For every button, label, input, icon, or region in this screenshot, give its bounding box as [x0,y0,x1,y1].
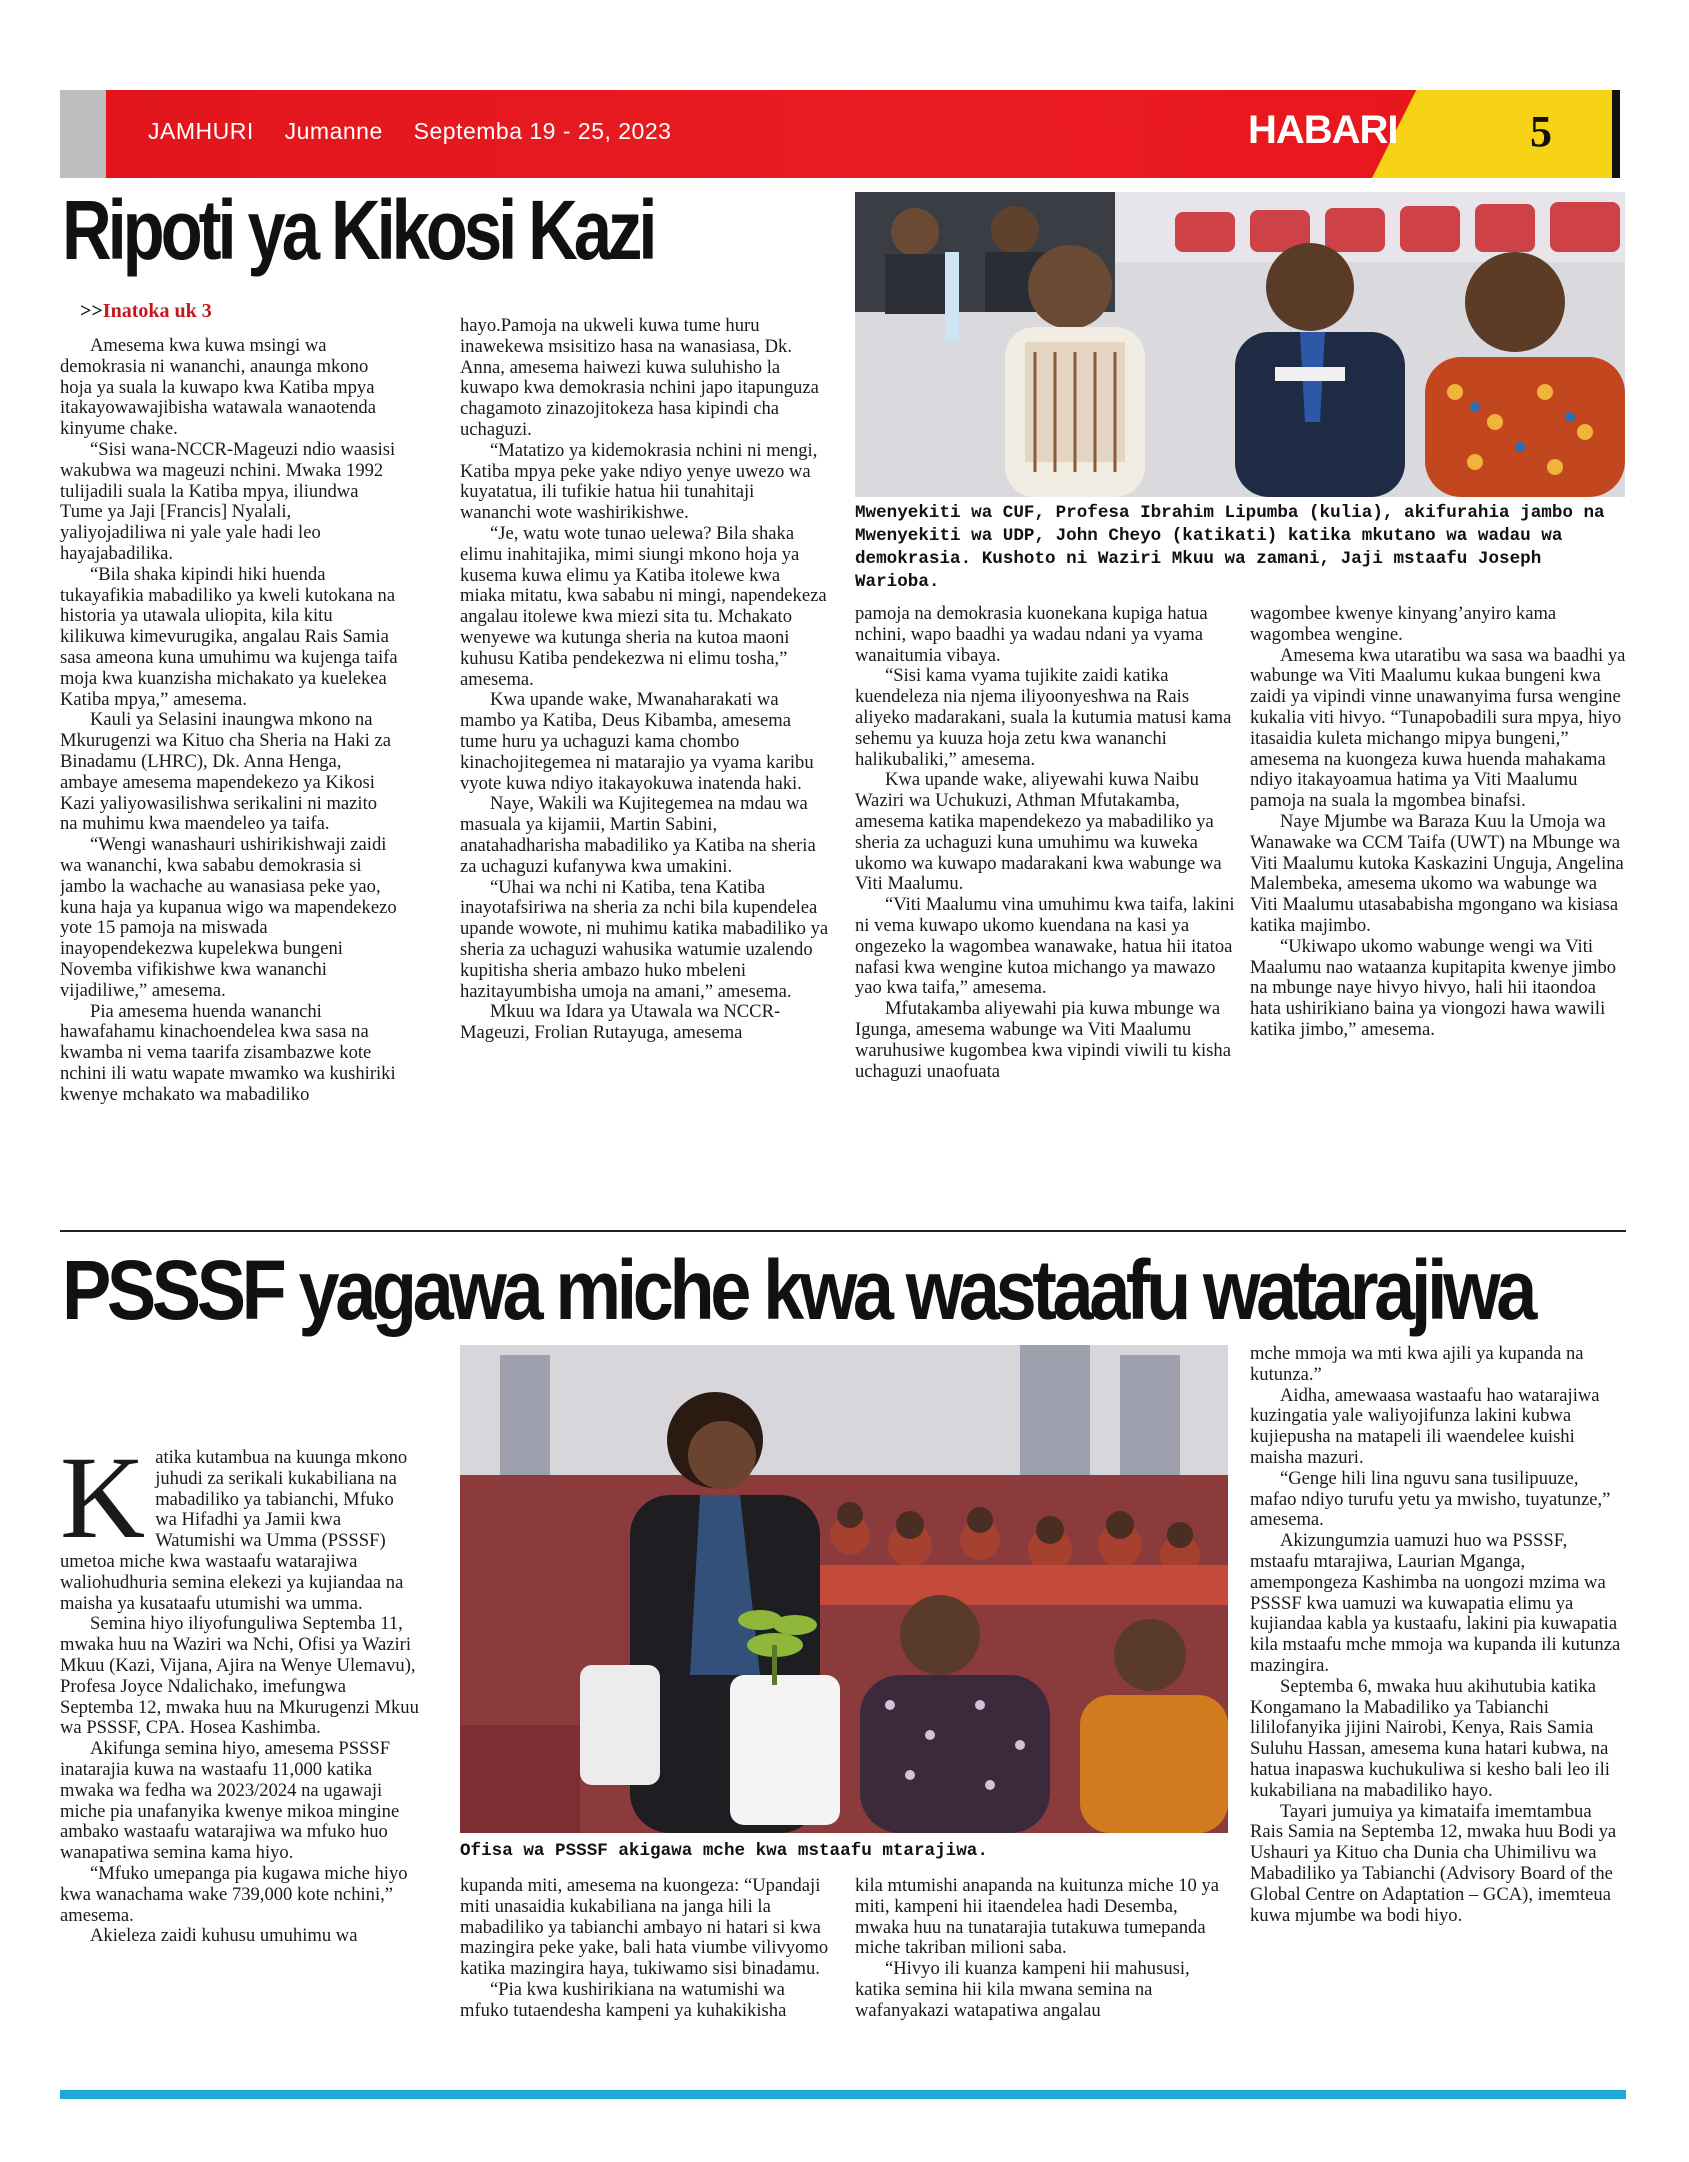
story2-column-4 [1250,1344,1626,2080]
paragraph: Naye, Wakili wa Kujitegemea na mdau wa masuala ya kijamii, Martin Sabini, anatahadharisha mabadiliko ya Katiba na sheria za uchaguzi kufanywa kwa umakini. [460,793,816,877]
paper-name: JAMHURI [148,118,254,144]
paragraph: Naye Mjumbe wa Baraza Kuu la Umoja wa Wanawake wa CCM Taifa (UWT) na Mbunge wa Viti Maalumu kutoka Kaskazini Unguja, Angelina Malembeka, amesema ukomo wa wabunge wa Viti Maalumu utasababisha mgongano wa kisiasa katika majimbo. [1250,810,1624,936]
paragraph: “Viti Maalumu vina umuhimu kwa taifa, lakini ni vema kuwapo ukomo kuendana na kasi ya ongezeko la wagombea wanawake, hatua hii itatoa nafasi kwa wengine kutoa michango ya mawazo yao kwa taifa,” amesema. [855,894,1235,999]
paragraph: “Mfuko umepanga pia kugawa miche hiyo kwa wanachama wake 739,000 kote nchini,” amesema. [60,1862,408,1926]
paragraph: Akieleza zaidi kuhusu umuhimu wa [90,1925,358,1947]
story1-column-1 [60,336,398,1190]
paragraph: Tayari jumuiya ya kimataifa imemtambua Rais Samia na Septemba 12, mwaka huu Bodi ya Ushauri ya Kituo cha Dunia cha Uhimilivu wa Mabadiliko ya Tabianchi (Advisory Board of the Global Centre on Adaptation – GCA), imemteua kuwa mjumbe wa bodi hiyo. [1250,1800,1617,1926]
story2-column-3 [855,1876,1228,2080]
issue-dates: Septemba 19 - 25, 2023 [413,118,672,144]
story2-photo [460,1345,1228,1833]
paragraph: pamoja na demokrasia kuonekana kupiga hatua nchini, wapo baadhi ya wadau ndani ya vyama wanaitumia vibaya. [855,604,1208,666]
story1-headline: Ripoti ya Kikosi Kazi [62,183,654,277]
story1-column-2 [460,316,830,1190]
paragraph: “Hivyo ili kuanza kampeni hii mahususi, katika semina hii kila mwana semina na wafanyakazi watapatiwa angalau [855,1958,1190,2021]
paragraph: “Uhai wa nchi ni Katiba, tena Katiba inayotafsiriwa na sheria za nchi bila kupendelea upande wowote, ni muhimu katika mabadiliko ya sheria za uchaguzi wahusika watumie uzalendo kupitisha sheria ambazo huko mbeleni hazitayumbisha umoja na amani,” amesema. [460,876,829,1002]
paragraph: Septemba 6, mwaka huu akihutubia katika Kongamano la Mabadiliko ya Tabianchi lililofanyika jijini Nairobi, Kenya, Rais Samia Suluhu Hassan, amesema kuna hatari kubwa, na hatua inapaswa kuchukuliwa si kesho bali leo ili kukabiliana na mabadiliko hayo. [1250,1675,1610,1801]
paragraph: Mkuu wa Idara ya Utawala wa NCCR-Mageuzi, Frolian Rutayuga, amesema [460,1001,781,1044]
story1-photo [855,192,1625,497]
drop-cap: K [60,1448,146,1563]
page-number: 5 [1530,107,1552,156]
paragraph: mche mmoja wa mti kwa ajili ya kupanda na kutunza.” [1250,1344,1584,1385]
paragraph: Kwa upande wake, Mwanaharakati wa mambo ya Katiba, Deus Kibamba, amesema tume huru ya uchaguzi kama chombo kinachojitegemea ni matarajio ya vyama karibu vyote kuwa ndiyo itakayokuwa inatenda haki. [460,689,814,794]
header-meta [148,118,695,145]
story2-column-2 [460,1876,835,2080]
paragraph: “Sisi kama vyama tujikite zaidi katika kuendeleza nia njema iliyoonyeshwa na Rais aliyeko madarakani, suala la kutumia matusi kama sehemu ya kuuza hoja zetu kwa wananchi halikubaliki,” amesema. [855,665,1232,770]
section-label: HABARI [1248,108,1398,152]
paragraph: kila mtumishi anapanda na kuitunza miche 10 ya miti, kampeni hii itaendelea hadi Desemba, mwaka huu na tunatarajia tutakuwa tumepanda miche takriban milioni saba. [855,1876,1220,1959]
paragraph: Aidha, amewaasa wastaafu hao watarajiwa kuzingatia yale waliyojifunza lakini kubwa kujiepusha na matapeli ili waendelee kuishi maisha mazuri. [1250,1384,1600,1468]
story1-column-3 [855,604,1235,1190]
paragraph: Akizungumzia uamuzi huo wa PSSSF, mstaafu mtarajiwa, Laurian Mganga, amempongeza Kashimba na uongozi mzima wa PSSSF kwa uamuzi wa kuwapatia elimu ya kujiandaa kabla ya kustaafu, lakini pia kuwapatia kila mstaafu mche mmoja wa kupanda ili kutunza mazingira. [1250,1530,1621,1676]
paragraph: “Bila shaka kipindi hiki huenda tukayafikia mabadiliko ya kweli kutokana na historia ya utawala uliopita, kila kitu kilikuwa kimevurugika, angalau Rais Samia sasa ameona kuna umuhimu wa kujenga taifa moja kwa kuanzisha michakato ya kuelekea Katiba mpya,” amesema. [60,563,398,710]
paragraph: Amesema kwa utaratibu wa sasa wa baadhi ya wabunge wa Viti Maalumu kukaa bungeni kwa zaidi ya vipindi vinne unawanyima fursa wengine kukalia viti hivyo. “Tunapobadili sura mpya, hiyo itasaidia kuleta michango mipya bungeni,” amesema na kuongeza kuwa huenda mahakama ndiyo itakayoamua hatima ya Viti Maalumu pamoja na suala la mgombea binafsi. [1250,644,1626,812]
lead-paragraph [60,1448,420,1614]
continued-arrow: >> [80,300,103,322]
story2-photo-caption: Ofisa wa PSSSF akigawa mche kwa mstaafu mtarajiwa. [460,1841,988,1861]
paragraph: Kauli ya Selasini inaungwa mkono na Mkurugenzi wa Kituo cha Sheria na Haki za Binadamu (LHRC), Dk. Anna Henga, ambaye amesema mapendekezo ya Kikosi Kazi yaliyowasilishwa serikalini ni mazito na muhimu kwa maendeleo ya taifa. [60,709,391,835]
meeting-photo [855,192,1625,497]
paragraph: “Sisi wana-NCCR-Mageuzi ndio waasisi wakubwa wa mageuzi nchini. Mwaka 1992 tulijadili suala la Katiba mpya, iliundwa Tume ya Jaji [Francis] Nyalali, yaliyojadiliwa ni yale yale hadi leo hayajabadilika. [60,438,396,564]
paragraph: “Genge hili lina nguvu sana tusilipuuze, mafao ndiyo turufu yetu ya mwisho, tuyatunze,” amesema. [1250,1467,1611,1531]
paragraph: wagombee kwenye kinyang’anyiro kama wagombea wengine. [1250,604,1557,645]
paragraph: kupanda miti, amesema na kuongeza: “Upandaji miti unasaidia kukabiliana na janga hili la mabadiliko ya tabianchi ambayo ni hatari si kwa mazingira peke yake, bali hata viumbe vilivyomo katika mazingira haya, tukiwamo sisi binadamu. [460,1876,829,1980]
header-gray-tab [60,90,106,178]
story2-headline: PSSSF yagawa miche kwa wastaafu watarajiwa [62,1243,1533,1337]
paragraph: “Pia kwa kushirikiana na watumishi wa mfuko tutaendesha kampeni ya kuhakikisha [460,1978,787,2021]
paragraph: Pia amesema huenda wananchi hawafahamu kinachoendelea kwa sasa na kwamba ni vema taarifa zisambazwe kote nchini ili watu wapate mwamko wa kushiriki kwenye mchakato wa mabadiliko [60,1000,396,1105]
lead-text: atika kutambua na kuunga mkono juhudi za serikali kukabiliana na mabadiliko ya tabianchi, Mfuko wa Hifadhi ya Jamii kwa Watumishi wa Umma (PSSSF) umetoa miche kwa wastaafu watarajiwa waliohudhuria semina elekezi ya kujiandaa na maisha ya kusataafu utumishi wa umma. [60,1448,408,1614]
paragraph: Mfutakamba aliyewahi pia kuwa mbunge wa Igunga, amesema wabunge wa Viti Maalumu waruhusiwe kugombea kwa vipindi viwili tu kisha uchaguzi unaofuata [855,998,1231,1082]
paragraph: Akifunga semina hiyo, amesema PSSSF inatarajia kuwa na wastaafu 11,000 katika mwaka wa fedha wa 2023/2024 na ugawaji miche pia unafanyika kwenye mikoa mingine ambako wastaafu watarajiwa wa mfuko huo wanapatiwa semina kama hiyo. [60,1738,400,1864]
footer-rule [60,2090,1626,2099]
paragraph: “Matatizo ya kidemokrasia nchini ni mengi, Katiba mpya peke yake ndiyo yenye uwezo wa kuyatatua, ili tufikie hatua hii tunahitaji wananchi wote washirikishwe. [460,439,818,524]
paragraph: hayo.Pamoja na ukweli kuwa tume huru inawekewa msisitizo hasa na wanasiasa, Dk. Anna, amesema haiwezi kuwa suluhisho la kuwapo kwa demokrasia nchini japo itapunguza chagamoto zinazojitokeza hasa kipindi cha uchaguzi. [460,316,819,440]
paragraph: “Je, watu wote tunao uelewa? Bila shaka elimu inahitajika, mimi siungi mkono hoja ya kusema kuwa elimu ya Katiba itolewe kwa miaka mitatu, kwa sababu ni mingi, napendekeza angalau itolewe kwa miezi sita tu. Mchakato wenyewe wa kutunga sheria na kutoa maoni kuhusu Katiba pendekezwa ni elimu tosha,” amesema. [460,522,827,690]
seminar-photo [460,1345,1228,1833]
paragraph: Kwa upande wake, aliyewahi kuwa Naibu Waziri wa Uchukuzi, Athman Mfutakamba, amesema katika mapendekezo ya mabadiliko ya sheria za uchaguzi kuna umuhimu wa kuweka ukomo wa kuwapo madarakani kwa wabunge wa Viti Maalumu. [855,769,1222,895]
issue-day: Jumanne [284,118,383,144]
story2-column-1 [60,1448,420,2078]
paragraph: “Ukiwapo ukomo wabunge wengi wa Viti Maalumu nao wataanza kupitapita kwenye jimbo na mbunge naye hivyo hivyo, hali hii itaondoa hata ushirikiano baina ya viongozi hawa wawili katika jimbo,” amesema. [1250,935,1617,1040]
story1-column-4 [1250,604,1626,1190]
header-edge [1612,90,1620,178]
paragraph: Semina hiyo iliyofunguliwa Septemba 11, mwaka huu na Waziri wa Nchi, Ofisi ya Waziri Mkuu (Kazi, Vijana, Ajira na Wenye Ulemavu), Profesa Joyce Ndalichako, imefungwa Septemba 12, mwaka huu na Mkurugenzi Mkuu wa PSSSF, CPA. Hosea Kashimba. [60,1613,419,1739]
paragraph: “Wengi wanashauri ushirikishwaji zaidi wa wananchi, kwa sababu demokrasia si jambo la wachache au wanasiasa peke yao, kuna haja ya kupanua wigo wa mapendekezo yote 15 pamoja na miswada inayopendekezwa kupelekwa bungeni Novemba vifikishwe kwa wananchi vijadiliwe,” amesema. [60,834,397,1001]
continued-text: Inatoka uk 3 [102,300,212,322]
paragraph: Amesema kwa kuwa msingi wa demokrasia ni wananchi, anaunga mkono hoja ya suala la kuwapo kwa Katiba mpya itakayowawajibisha watawala wanaotenda kinyume chake. [60,336,376,440]
continued-note [80,300,212,323]
section-divider [60,1230,1626,1232]
story1-photo-caption: Mwenyekiti wa CUF, Profesa Ibrahim Lipumba (kulia), akifurahia jambo na Mwenyekiti wa UDP, John Cheyo (katikati) katika mkutano wa wadau wa demokrasia. Kushoto ni Waziri Mkuu wa zamani, Jaji mstaafu Joseph Warioba. [855,503,1605,592]
